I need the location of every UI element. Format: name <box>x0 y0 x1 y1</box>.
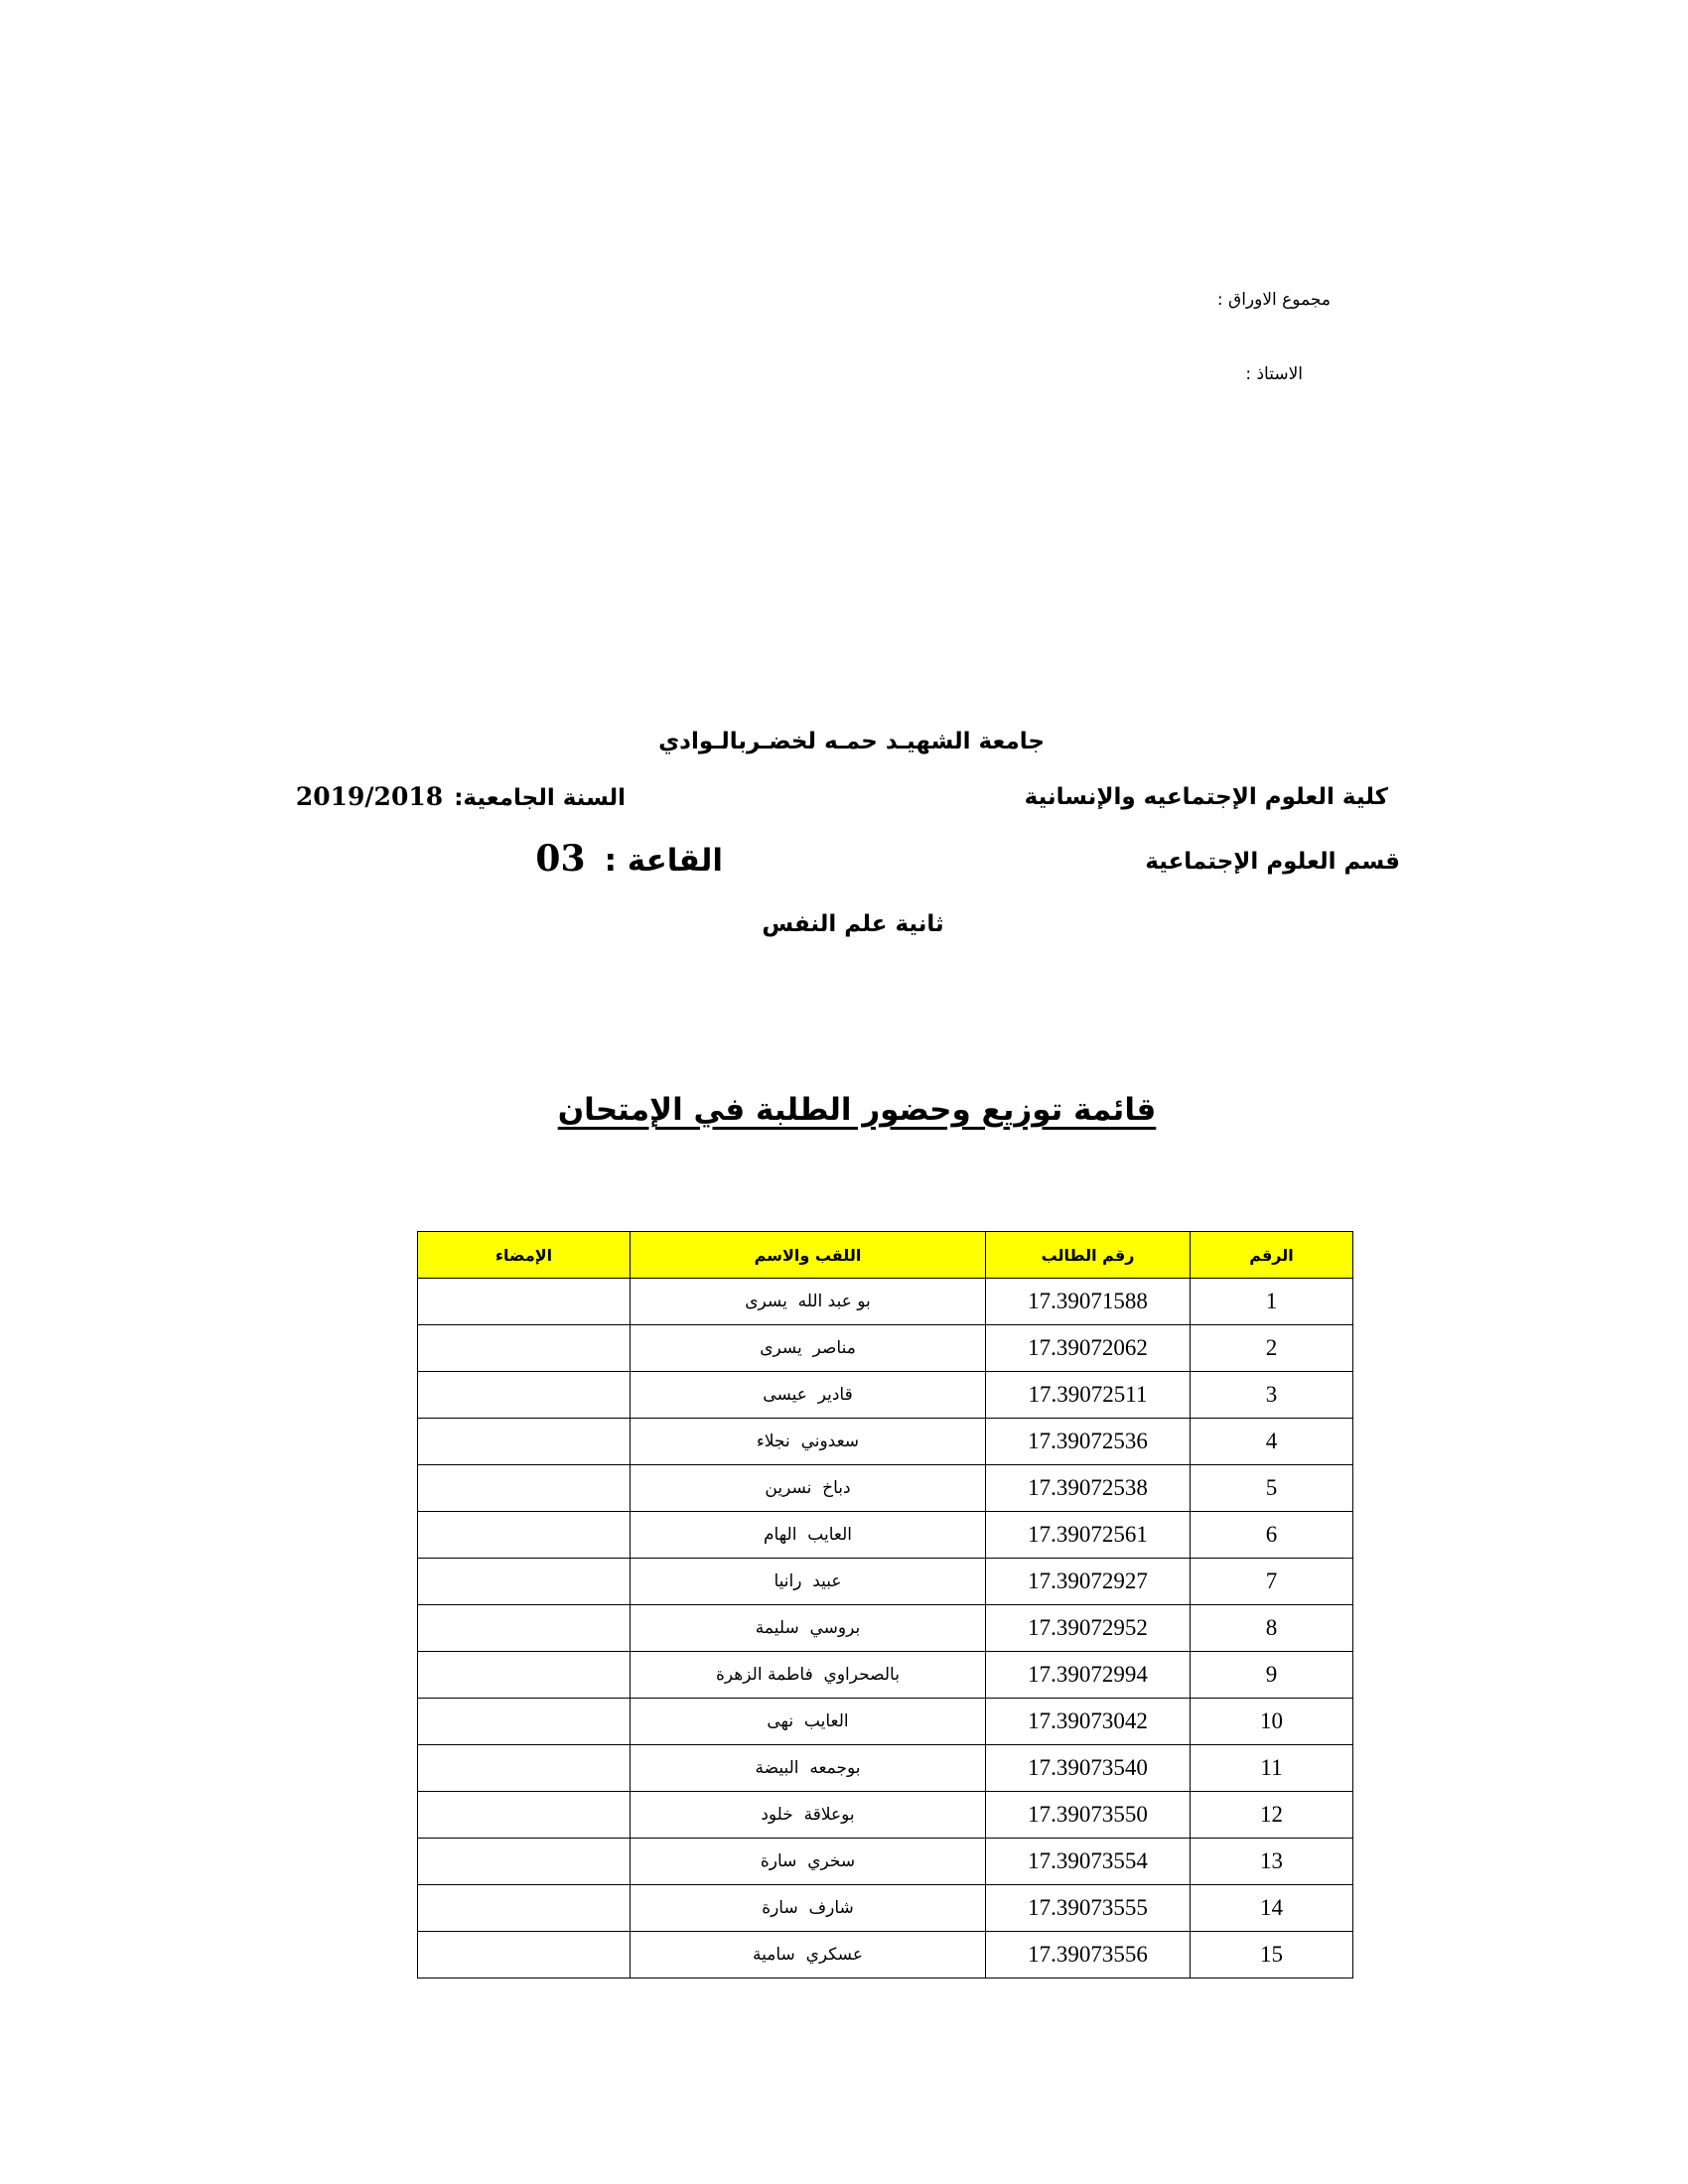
cell-full-name: سعدوني نجلاء <box>631 1419 986 1465</box>
cell-number: 10 <box>1191 1699 1353 1745</box>
cell-signature[interactable] <box>418 1559 631 1605</box>
table-row <box>418 1279 1353 1325</box>
academic-year-value: 2019/2018 <box>295 782 444 811</box>
academic-year <box>296 782 626 811</box>
table-row <box>418 1652 1353 1699</box>
attendance-table <box>417 1231 1353 1979</box>
exam-hall <box>535 838 723 880</box>
table-row <box>418 1839 1353 1885</box>
header-number: الرقم <box>1191 1232 1353 1279</box>
cell-full-name: مناصر يسرى <box>631 1325 986 1372</box>
table-row <box>418 1699 1353 1745</box>
sheets-total-field: مجموع الاوراق : <box>1216 290 1331 310</box>
cell-signature[interactable] <box>418 1279 631 1325</box>
cell-signature[interactable] <box>418 1325 631 1372</box>
cell-signature[interactable] <box>418 1372 631 1419</box>
cell-number: 5 <box>1191 1465 1353 1512</box>
cell-full-name: شارف سارة <box>631 1885 986 1932</box>
academic-year-label: السنة الجامعية: <box>454 785 626 811</box>
cell-student-id: 17.39072927 <box>986 1559 1191 1605</box>
cell-signature[interactable] <box>418 1605 631 1652</box>
cell-signature[interactable] <box>418 1839 631 1885</box>
cell-signature[interactable] <box>418 1885 631 1932</box>
header-full-name: اللقب والاسم <box>631 1232 986 1279</box>
table-header-row <box>418 1232 1353 1279</box>
table-row <box>418 1559 1353 1605</box>
cell-signature[interactable] <box>418 1932 631 1979</box>
university-name: جامعة الشهيـد حمـه لخضـربالـوادي <box>658 729 1045 754</box>
study-level: ثانية علم النفس <box>762 911 944 937</box>
cell-number: 8 <box>1191 1605 1353 1652</box>
cell-number: 3 <box>1191 1372 1353 1419</box>
table-row <box>418 1885 1353 1932</box>
cell-number: 4 <box>1191 1419 1353 1465</box>
cell-number: 6 <box>1191 1512 1353 1559</box>
cell-number: 13 <box>1191 1839 1353 1885</box>
professor-field: الاستاذ : <box>1245 364 1303 384</box>
cell-full-name: عسكري سامية <box>631 1932 986 1979</box>
cell-student-id: 17.39073042 <box>986 1699 1191 1745</box>
header-signature: الإمضاء <box>418 1232 631 1279</box>
cell-signature[interactable] <box>418 1419 631 1465</box>
cell-full-name: سخري سارة <box>631 1839 986 1885</box>
cell-number: 15 <box>1191 1932 1353 1979</box>
cell-student-id: 17.39072952 <box>986 1605 1191 1652</box>
cell-signature[interactable] <box>418 1512 631 1559</box>
cell-full-name: عبيد رانيا <box>631 1559 986 1605</box>
table-row <box>418 1465 1353 1512</box>
cell-student-id: 17.39072561 <box>986 1512 1191 1559</box>
cell-full-name: بوعلاقة خلود <box>631 1792 986 1839</box>
cell-full-name: دباخ نسرين <box>631 1465 986 1512</box>
table-row <box>418 1792 1353 1839</box>
cell-student-id: 17.39073555 <box>986 1885 1191 1932</box>
cell-number: 14 <box>1191 1885 1353 1932</box>
table-row <box>418 1325 1353 1372</box>
cell-number: 9 <box>1191 1652 1353 1699</box>
cell-full-name: العايب الهام <box>631 1512 986 1559</box>
cell-full-name: قادير عيسى <box>631 1372 986 1419</box>
cell-full-name: بو عبد الله يسرى <box>631 1279 986 1325</box>
cell-full-name: بوجمعه البيضة <box>631 1745 986 1792</box>
faculty-name: كلية العلوم الإجتماعيه والإنسانية <box>1024 784 1388 810</box>
cell-number: 1 <box>1191 1279 1353 1325</box>
table-row <box>418 1372 1353 1419</box>
cell-signature[interactable] <box>418 1465 631 1512</box>
cell-full-name: بالصحراوي فاطمة الزهرة <box>631 1652 986 1699</box>
cell-student-id: 17.39072994 <box>986 1652 1191 1699</box>
cell-student-id: 17.39072536 <box>986 1419 1191 1465</box>
cell-number: 11 <box>1191 1745 1353 1792</box>
cell-number: 12 <box>1191 1792 1353 1839</box>
cell-full-name: العايب نهى <box>631 1699 986 1745</box>
department-name: قسم العلوم الإجتماعية <box>1145 849 1400 875</box>
table-row <box>418 1512 1353 1559</box>
table-row <box>418 1419 1353 1465</box>
cell-signature[interactable] <box>418 1652 631 1699</box>
cell-number: 7 <box>1191 1559 1353 1605</box>
cell-signature[interactable] <box>418 1745 631 1792</box>
table-row <box>418 1605 1353 1652</box>
cell-student-id: 17.39073540 <box>986 1745 1191 1792</box>
cell-student-id: 17.39073550 <box>986 1792 1191 1839</box>
cell-student-id: 17.39072538 <box>986 1465 1191 1512</box>
cell-full-name: بروسي سليمة <box>631 1605 986 1652</box>
header-student-id: رقم الطالب <box>986 1232 1191 1279</box>
document-title: قائمة توزيع وحضور الطلبة في الإمتحان <box>557 1092 1157 1128</box>
table-row <box>418 1745 1353 1792</box>
cell-student-id: 17.39071588 <box>986 1279 1191 1325</box>
hall-value: 03 <box>535 838 586 880</box>
cell-student-id: 17.39072062 <box>986 1325 1191 1372</box>
cell-student-id: 17.39073556 <box>986 1932 1191 1979</box>
table-row <box>418 1932 1353 1979</box>
cell-signature[interactable] <box>418 1699 631 1745</box>
cell-signature[interactable] <box>418 1792 631 1839</box>
cell-student-id: 17.39073554 <box>986 1839 1191 1885</box>
cell-number: 2 <box>1191 1325 1353 1372</box>
hall-label: القاعة : <box>604 843 723 879</box>
cell-student-id: 17.39072511 <box>986 1372 1191 1419</box>
